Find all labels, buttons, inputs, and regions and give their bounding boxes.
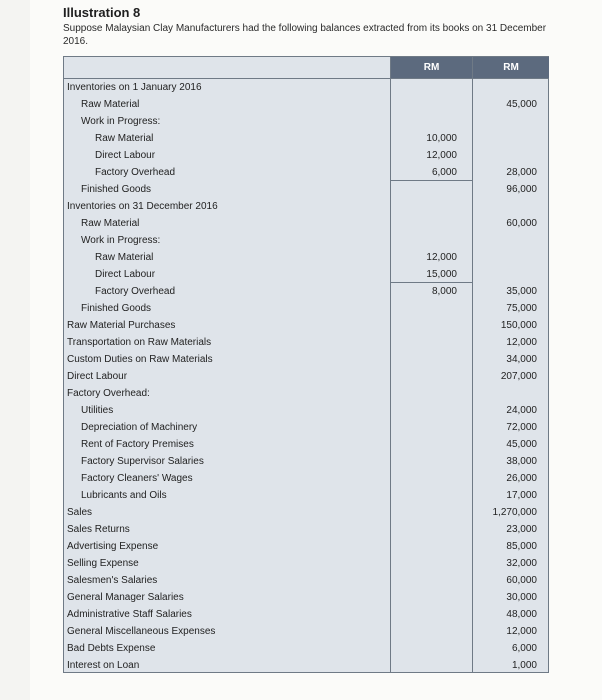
row-label: Direct Labour bbox=[95, 269, 156, 280]
row-label: Sales bbox=[67, 507, 93, 518]
table-row bbox=[64, 538, 548, 555]
table-row bbox=[64, 181, 548, 198]
table-row bbox=[64, 521, 548, 538]
table-row bbox=[64, 589, 548, 606]
amount-col-2: 150,000 bbox=[500, 320, 537, 331]
table-row bbox=[64, 232, 548, 249]
table-row bbox=[64, 198, 548, 215]
amount-col-2: 32,000 bbox=[506, 558, 537, 569]
amount-col-2: 48,000 bbox=[506, 609, 537, 620]
row-label: Factory Overhead: bbox=[67, 388, 150, 399]
amount-col-1: 12,000 bbox=[426, 252, 457, 263]
amount-col-2: 12,000 bbox=[506, 626, 537, 637]
balances-table bbox=[63, 56, 549, 673]
table-row bbox=[64, 215, 548, 232]
row-label: Factory Overhead bbox=[95, 286, 176, 297]
table-header bbox=[64, 57, 548, 78]
table-row bbox=[64, 164, 548, 181]
row-label: Depreciation of Machinery bbox=[81, 422, 198, 433]
amount-col-2: 75,000 bbox=[506, 303, 537, 314]
intro-text: Suppose Malaysian Clay Manufacturers had the following balances extracted from its books on 31 December 2016. bbox=[63, 23, 547, 47]
row-label: Raw Material bbox=[95, 252, 154, 263]
row-label: General Miscellaneous Expenses bbox=[67, 626, 216, 637]
row-label: Salesmen's Salaries bbox=[67, 575, 158, 586]
row-label: Factory Cleaners' Wages bbox=[81, 473, 193, 484]
table-row bbox=[64, 470, 548, 487]
amount-col-1: 8,000 bbox=[431, 286, 457, 297]
table-row bbox=[64, 334, 548, 351]
table-row bbox=[64, 147, 548, 164]
amount-col-2: 60,000 bbox=[506, 218, 537, 229]
row-label: Inventories on 31 December 2016 bbox=[67, 201, 218, 212]
column-header-rm-1: RM bbox=[391, 57, 472, 78]
row-label: Finished Goods bbox=[81, 184, 152, 195]
row-label: Raw Material bbox=[81, 99, 140, 110]
page-title: Illustration 8 bbox=[63, 5, 141, 20]
table-row bbox=[64, 368, 548, 385]
amount-col-2: 38,000 bbox=[506, 456, 537, 467]
row-label: Direct Labour bbox=[67, 371, 128, 382]
table-row bbox=[64, 249, 548, 266]
row-label: Raw Material bbox=[95, 133, 154, 144]
table-row bbox=[64, 436, 548, 453]
row-label: Work in Progress: bbox=[81, 116, 161, 127]
row-label: Rent of Factory Premises bbox=[81, 439, 194, 450]
table-row bbox=[64, 113, 548, 130]
amount-col-2: 30,000 bbox=[506, 592, 537, 603]
row-label: Raw Material bbox=[81, 218, 140, 229]
table-row bbox=[64, 657, 548, 674]
table-row bbox=[64, 385, 548, 402]
row-label: Factory Overhead bbox=[95, 167, 176, 178]
row-label: Inventories on 1 January 2016 bbox=[67, 82, 202, 93]
table-row bbox=[64, 504, 548, 521]
amount-col-1: 10,000 bbox=[426, 133, 457, 144]
table-row bbox=[64, 623, 548, 640]
amount-col-2: 34,000 bbox=[506, 354, 537, 365]
amount-col-1: 6,000 bbox=[431, 167, 457, 178]
table-row bbox=[64, 555, 548, 572]
table-row bbox=[64, 419, 548, 436]
row-label: Advertising Expense bbox=[67, 541, 159, 552]
amount-col-2: 23,000 bbox=[506, 524, 537, 535]
amount-col-2: 6,000 bbox=[511, 643, 537, 654]
table-row bbox=[64, 130, 548, 147]
row-label: Factory Supervisor Salaries bbox=[81, 456, 204, 467]
table-row bbox=[64, 300, 548, 317]
column-header-rm-2: RM bbox=[473, 57, 549, 78]
table-row bbox=[64, 317, 548, 334]
subtotal-rule bbox=[391, 180, 472, 181]
amount-col-2: 28,000 bbox=[506, 167, 537, 178]
header-blank-cell bbox=[64, 57, 390, 78]
table-row bbox=[64, 351, 548, 368]
row-label: Interest on Loan bbox=[67, 660, 140, 671]
amount-col-2: 17,000 bbox=[506, 490, 537, 501]
amount-col-2: 1,000 bbox=[511, 660, 537, 671]
amount-col-2: 26,000 bbox=[506, 473, 537, 484]
amount-col-1: 15,000 bbox=[426, 269, 457, 280]
amount-col-2: 45,000 bbox=[506, 99, 537, 110]
table-row bbox=[64, 96, 548, 113]
table-row bbox=[64, 266, 548, 283]
table-row bbox=[64, 453, 548, 470]
row-label: Custom Duties on Raw Materials bbox=[67, 354, 213, 365]
row-label: Administrative Staff Salaries bbox=[67, 609, 192, 620]
amount-col-2: 60,000 bbox=[506, 575, 537, 586]
table-row bbox=[64, 79, 548, 96]
amount-col-2: 207,000 bbox=[500, 371, 537, 382]
table-row bbox=[64, 283, 548, 300]
row-label: Bad Debts Expense bbox=[67, 643, 156, 654]
amount-col-1: 12,000 bbox=[426, 150, 457, 161]
table-row bbox=[64, 640, 548, 657]
amount-col-2: 12,000 bbox=[506, 337, 537, 348]
amount-col-2: 96,000 bbox=[506, 184, 537, 195]
row-label: Work in Progress: bbox=[81, 235, 161, 246]
row-label: Finished Goods bbox=[81, 303, 152, 314]
row-label: General Manager Salaries bbox=[67, 592, 184, 603]
row-label: Utilities bbox=[81, 405, 114, 416]
row-label: Selling Expense bbox=[67, 558, 139, 569]
amount-col-2: 24,000 bbox=[506, 405, 537, 416]
row-label: Direct Labour bbox=[95, 150, 156, 161]
row-label: Lubricants and Oils bbox=[81, 490, 167, 501]
table-row bbox=[64, 606, 548, 623]
table-row bbox=[64, 487, 548, 504]
amount-col-2: 45,000 bbox=[506, 439, 537, 450]
table-row bbox=[64, 402, 548, 419]
row-label: Sales Returns bbox=[67, 524, 130, 535]
table-row bbox=[64, 572, 548, 589]
amount-col-2: 85,000 bbox=[506, 541, 537, 552]
amount-col-2: 72,000 bbox=[506, 422, 537, 433]
row-label: Raw Material Purchases bbox=[67, 320, 176, 331]
amount-col-2: 35,000 bbox=[506, 286, 537, 297]
amount-col-2: 1,270,000 bbox=[492, 507, 537, 518]
row-label: Transportation on Raw Materials bbox=[67, 337, 212, 348]
subtotal-rule bbox=[391, 282, 472, 283]
